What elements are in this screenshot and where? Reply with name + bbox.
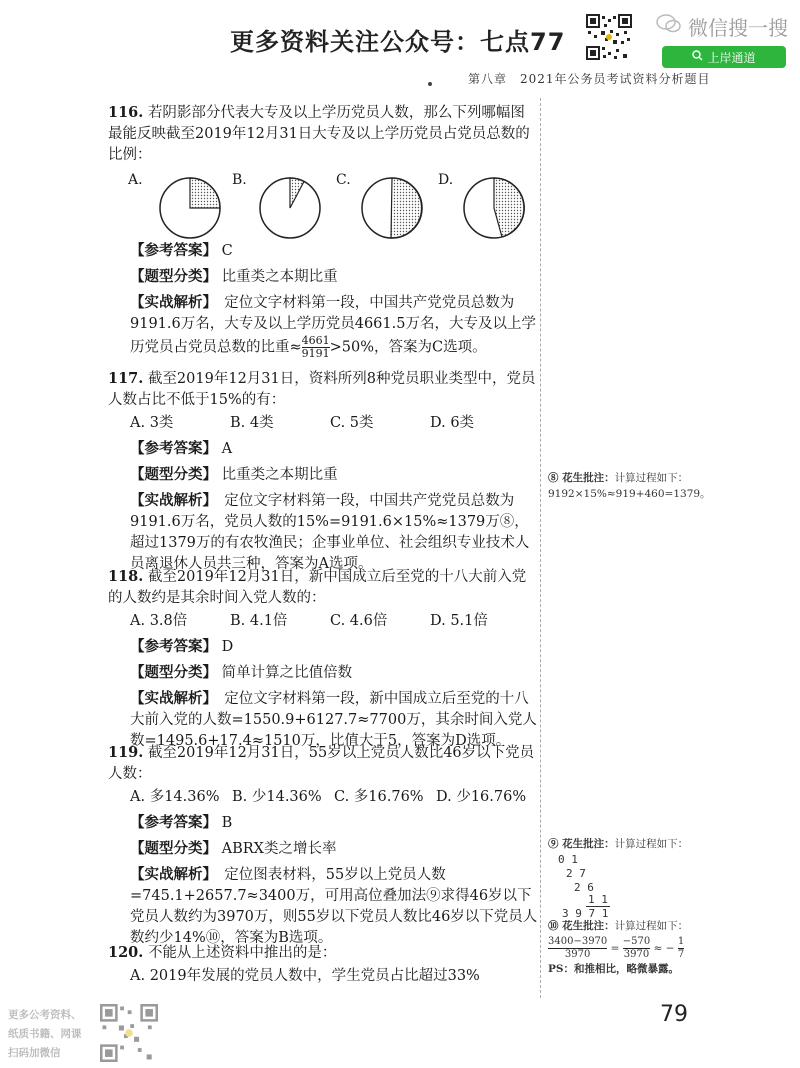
question-118 (108, 566, 538, 752)
type-value: 比重类之本期比重 (221, 269, 338, 285)
fraction-denominator: 9191 (301, 347, 330, 360)
analysis-text: 定位文字材料第一段，新中国成立后至党的十八大前入党的人数=1550.9+6127.7≈7700万，其余时间入党人数=1495.6+17.4≈1510万，比值大于5，答案为D选项。 (130, 691, 537, 749)
question-text: 若阴影部分代表大专及以上学历党员人数，那么下列哪幅图最能反映截至2019年12月31日大专及以上学历党员占党员总数的比例： (108, 105, 530, 163)
pie-option-c[interactable] (360, 176, 424, 240)
fraction-denominator: 7 (677, 949, 685, 960)
fraction-numerator: 3400−3970 (548, 936, 608, 947)
ratio-fraction (302, 335, 330, 360)
note-fraction-3 (678, 936, 684, 961)
option-d-label: D. (438, 172, 454, 188)
pie-option-b[interactable] (258, 176, 322, 240)
option-a[interactable]: A. 3.8倍 (130, 613, 188, 629)
question-text: 截至2019年12月31日，55岁以上党员人数比46岁以下党员人数： (108, 745, 535, 782)
calc-result: 3 9 7 1 (562, 907, 609, 920)
note-head: ⑧ 花生批注： (548, 472, 615, 484)
pie-options (128, 172, 538, 242)
fraction-denominator: 3970 (564, 949, 591, 960)
option-a[interactable]: A. 多14.36% (130, 789, 220, 805)
note-head: ⑩ 花生批注： (548, 920, 615, 932)
answer-value: B (221, 815, 233, 831)
option-c[interactable]: C. 多16.76% (334, 789, 424, 805)
note-ps: PS：和推相比，略微暴露。 (548, 963, 679, 975)
option-b-label: B. (232, 172, 247, 188)
option-c[interactable]: C. 5类 (330, 415, 374, 431)
note-head: ⑨ 花生批注： (548, 838, 615, 850)
answer-value: D (221, 639, 234, 655)
question-119 (108, 742, 538, 949)
question-text: 截至2019年12月31日，资料所列8种党员职业类型中，党员人数占比不低于15%的有： (108, 371, 536, 408)
footer-promo (8, 1006, 82, 1063)
header-dot (428, 82, 432, 86)
option-b[interactable]: B. 4类 (230, 415, 274, 431)
shore-channel-label: 上岸通道 (707, 50, 756, 65)
footer-line: 更多公考资料、 (8, 1009, 82, 1021)
question-number: 119. (108, 744, 144, 761)
answer-tag: 【参考答案】 (130, 814, 217, 831)
option-a[interactable]: A. 2019年发展的党员人数中，学生党员占比超过33% (130, 968, 480, 984)
note-fraction-2 (623, 936, 650, 961)
analysis-end: >50%，答案为C选项。 (329, 339, 487, 356)
calc-row: 0 1 (558, 853, 578, 866)
question-116 (108, 102, 538, 166)
page-number: 79 (660, 1002, 688, 1027)
note-10: ⑩ 花生批注：计算过程如下： $\frac{3400-3970}{3970}$ = $\frac{-570}{3970}$ ≈ − $\frac{1}{7}$ PS：和推相比，略微暴露。 (548, 918, 728, 977)
calc-row: 1 1 (588, 893, 608, 906)
note-body: 计算过程如下： (614, 838, 689, 850)
banner-title: 更多资料关注公众号：七点77 (230, 28, 566, 56)
option-d[interactable]: D. 6类 (430, 415, 475, 431)
calc-row: 2 6 (574, 881, 594, 894)
type-tag: 【题型分类】 (130, 268, 217, 285)
footer-qr-code-icon[interactable] (100, 1004, 158, 1062)
pie-option-a[interactable] (158, 176, 222, 240)
answer-tag: 【参考答案】 (130, 440, 217, 457)
pie-option-d[interactable] (462, 176, 526, 240)
question-number: 116. (108, 104, 144, 121)
type-tag: 【题型分类】 (130, 840, 217, 857)
option-d[interactable]: D. 少16.76% (436, 789, 527, 805)
analysis-tag: 【实战解析】 (130, 866, 210, 883)
shore-channel-button[interactable] (662, 46, 786, 68)
note-body: 计算过程如下：9192×15%≈919+460=1379。 (548, 472, 711, 500)
note-9 (548, 836, 728, 922)
margin-divider (540, 98, 542, 998)
analysis-tag: 【实战解析】 (130, 690, 210, 707)
question-text: 截至2019年12月31日，新中国成立后至党的十八大前入党的人数约是其余时间入党人数的： (108, 569, 527, 606)
footer-line: 纸质书籍、网课 (8, 1028, 82, 1040)
question-120 (108, 942, 538, 987)
type-value: ABRX类之增长率 (221, 841, 337, 857)
type-tag: 【题型分类】 (130, 466, 217, 483)
question-117 (108, 368, 538, 575)
analysis-text: 定位文字材料第一段，中国共产党党员总数为9191.6万名，党员人数的15%=9191.6×15%≈1379万⑧，超过1379万的有农牧渔民；企事业单位、社会组织专业技术人员离退休人员共三种，答案为A选项。 (130, 493, 530, 572)
answer-tag: 【参考答案】 (130, 242, 217, 259)
approx-sign: ≈ − (653, 942, 675, 955)
type-value: 简单计算之比值倍数 (221, 665, 353, 681)
option-b[interactable]: B. 4.1倍 (230, 613, 288, 629)
answer-value: C (221, 243, 233, 259)
q116-solution (108, 240, 538, 360)
wechat-logo-icon (656, 14, 682, 34)
option-c[interactable]: C. 4.6倍 (330, 613, 388, 629)
fraction-denominator: 3970 (623, 949, 650, 960)
option-a-label: A. (128, 172, 143, 188)
fraction-numerator: −570 (622, 936, 651, 947)
question-number: 118. (108, 568, 144, 585)
answer-tag: 【参考答案】 (130, 638, 217, 655)
analysis-text: 定位文字材料第一段，中国共产党党员总数为9191.6万名，大专及以上学历党员4661.5万名，大专及以上学历党员占党员总数的比重≈ (130, 295, 536, 356)
chapter-header: 第八章 2021年公务员考试资料分析题目 (468, 72, 711, 86)
option-a[interactable]: A. 3类 (130, 415, 174, 431)
note-8 (548, 470, 728, 502)
footer-line: 扫码加微信 (8, 1047, 61, 1059)
type-tag: 【题型分类】 (130, 664, 217, 681)
answer-value: A (221, 441, 233, 457)
wechat-search-label: 微信搜一搜 (688, 16, 788, 40)
analysis-tag: 【实战解析】 (130, 492, 210, 509)
option-d[interactable]: D. 5.1倍 (430, 613, 488, 629)
question-text: 不能从上述资料中推出的是： (147, 945, 337, 961)
type-value: 比重类之本期比重 (221, 467, 338, 483)
question-number: 120. (108, 944, 144, 961)
fraction-numerator: 1 (677, 936, 685, 947)
note-fraction-1 (548, 936, 607, 961)
calc-row: 2 7 (566, 867, 586, 880)
question-number: 117. (108, 370, 144, 387)
analysis-tag: 【实战解析】 (130, 294, 210, 311)
option-c-label: C. (336, 172, 351, 188)
analysis-text: 定位图表材料，55岁以上党员人数=745.1+2657.7≈3400万，可用高位叠加法⑨求得46岁以下党员人数约为3970万，则55岁以下党员人数比46岁以下党员人数约少14%⑩，答案为B选项。 (130, 867, 538, 946)
option-b[interactable]: B. 少14.36% (232, 789, 322, 805)
note-body: 计算过程如下： (614, 920, 689, 932)
search-icon (692, 50, 703, 64)
qr-code-icon[interactable] (586, 14, 632, 60)
fraction-numerator: 4661 (301, 334, 330, 347)
